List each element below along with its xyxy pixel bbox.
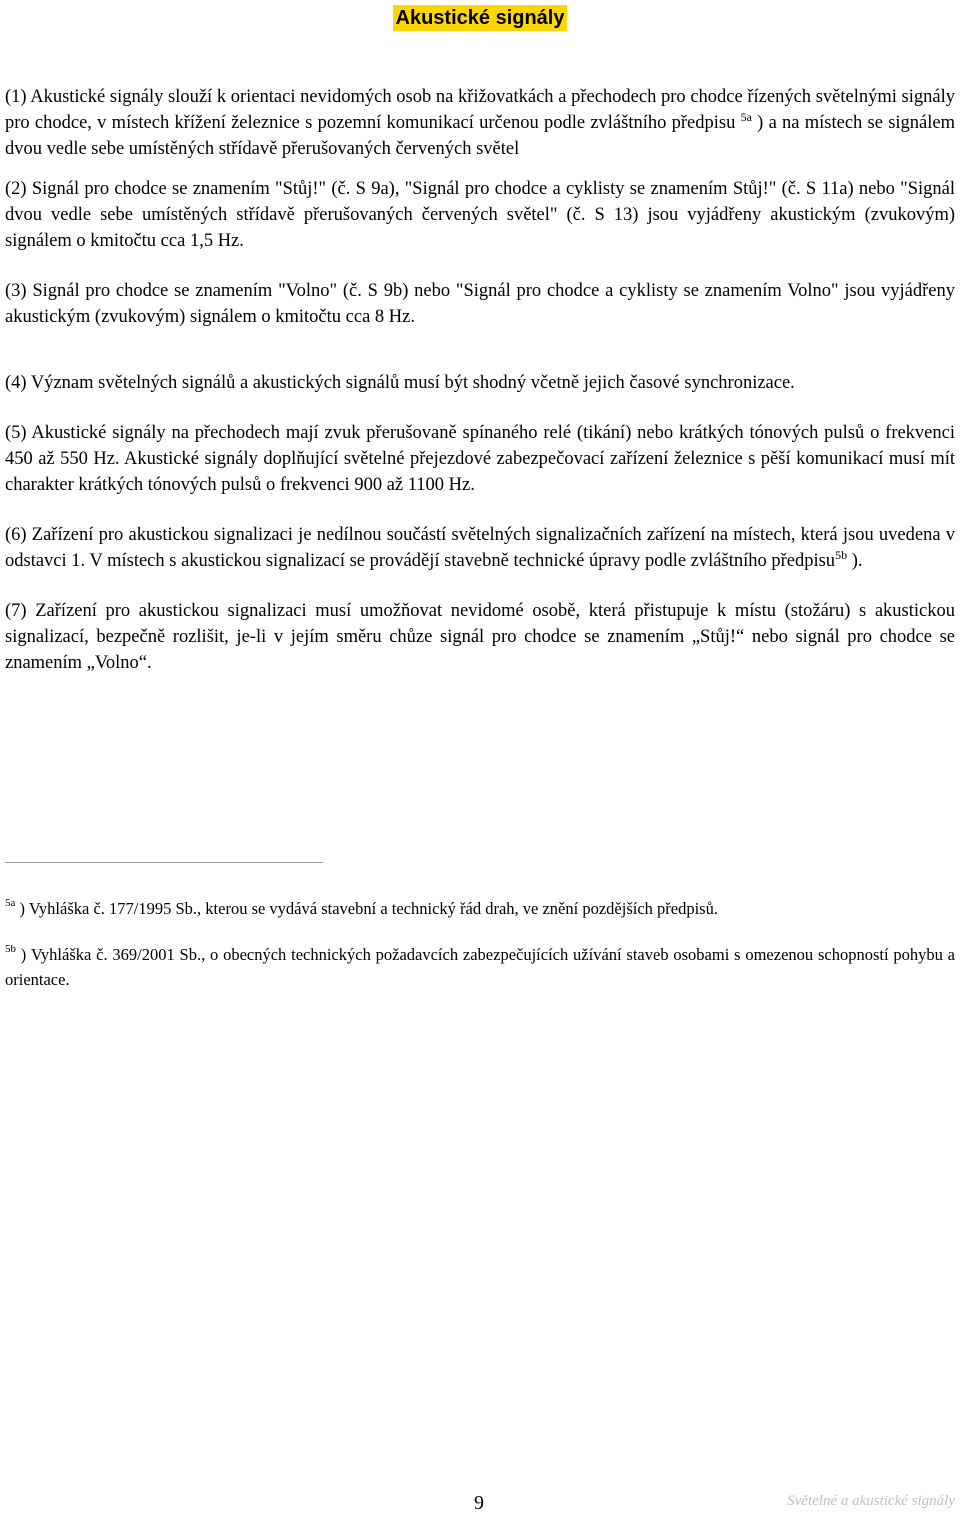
footnote-text: ) Vyhláška č. 369/2001 Sb., o obecných technických požadavcích zabezpečujících užívání staveb osobami s omezenou schopností pohybu a orientace. — [5, 945, 955, 989]
page-title: Akustické signály — [393, 5, 568, 31]
paragraph-6-text-b: ). — [847, 551, 863, 571]
paragraph-2: (2) Signál pro chodce se znamením "Stůj!" (č. S 9a), "Signál pro chodce a cyklisty se znamením Stůj!" (č. S 11a) nebo "Signál dvou vedle sebe umístěných střídavě přerušovaných červených světel" (č. S 13) jsou vyjádřeny akustickým (zvukovým) signálem o kmitočtu cca 1,5 Hz. — [5, 179, 955, 251]
paragraph-6 — [5, 522, 955, 574]
footnote-mark: 5b — [5, 943, 16, 955]
title-container — [0, 5, 960, 31]
footer-title: Světelné a akustické signály — [787, 1493, 955, 1509]
paragraph-4: (4) Význam světelných signálů a akustických signálů musí být shodný včetně jejich časové synchronizace. — [5, 373, 795, 393]
footnote-ref-5b: 5b — [835, 548, 848, 562]
footnote-mark: 5a — [5, 897, 16, 909]
paragraph-5: (5) Akustické signály na přechodech mají zvuk přerušovaně spínaného relé (tikání) nebo krátkých tónových pulsů o frekvenci 450 až 550 Hz. Akustické signály doplňující světelné přejezdové zabezpečovací zařízení železnice s pěší komunikací musí mít charakter krátkých tónových pulsů o frekvenci 900 až 1100 Hz. — [5, 423, 955, 495]
paragraph-3: (3) Signál pro chodce se znamením "Volno" (č. S 9b) nebo "Signál pro chodce a cyklisty se znamením Volno" jsou vyjádřeny akustickým (zvukovým) signálem o kmitočtu cca 8 Hz. — [5, 281, 955, 327]
paragraph-6-text-a: (6) Zařízení pro akustickou signalizaci je nedílnou součástí světelných signalizačních zařízení na místech, která jsou uvedena v odstavci 1. V místech s akustickou signalizací se provádějí stavebně technické úpravy podle zvláštního předpisu — [5, 525, 955, 571]
footnote-5a — [5, 896, 955, 921]
footnotes — [5, 896, 955, 1013]
paragraph-1 — [5, 84, 955, 162]
footnote-5b — [5, 942, 955, 992]
document-body — [5, 84, 955, 700]
page-number: 9 — [474, 1492, 484, 1514]
footnote-separator — [5, 862, 323, 863]
footnote-ref-5a: 5a — [740, 110, 752, 124]
paragraph-1-text-b: ) a na místech se signálem dvou vedle sebe umístěných střídavě přerušovaných červených světel — [5, 113, 955, 159]
paragraph-7: (7) Zařízení pro akustickou signalizaci musí umožňovat nevidomé osobě, která přistupuje k místu (stožáru) s akustickou signalizací, bezpečně rozlišit, je-li v jejím směru chůze signál pro chodce se znamením „Stůj!“ nebo signál pro chodce se znamením „Volno“. — [5, 601, 955, 673]
footnote-text: ) Vyhláška č. 177/1995 Sb., kterou se vydává stavební a technický řád drah, ve znění pozdějších předpisů. — [15, 899, 718, 918]
paragraph-1-text-a: (1) Akustické signály slouží k orientaci nevidomých osob na křižovatkách a přechodech pro chodce řízených světelnými signály pro chodce, v místech křížení železnice s pozemní komunikací určenou podle zvláštního předpisu — [5, 87, 955, 133]
